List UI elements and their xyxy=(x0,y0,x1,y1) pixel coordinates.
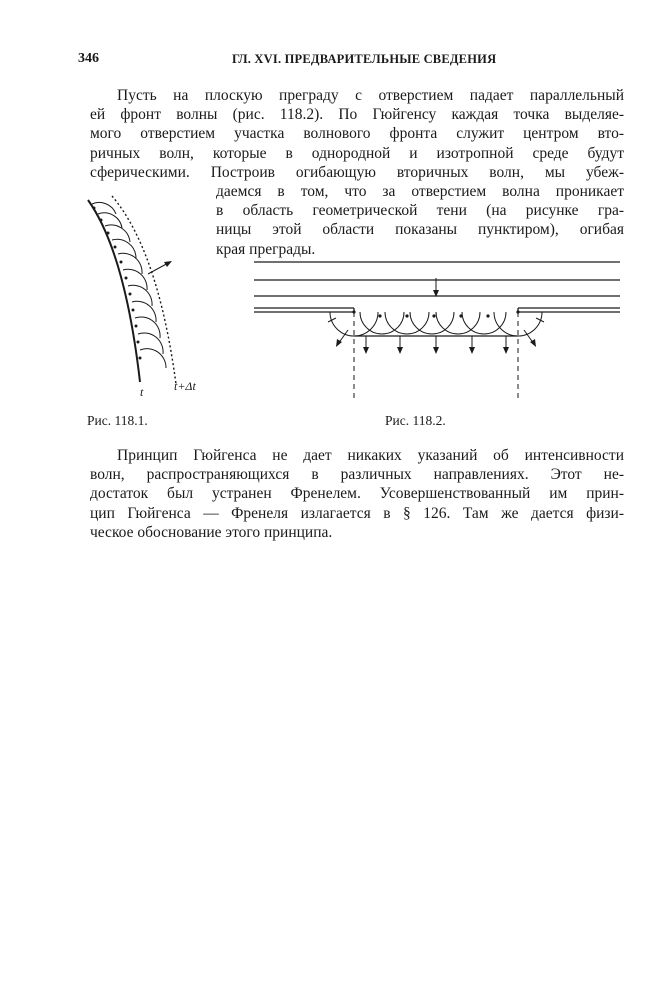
paragraph-2 xyxy=(90,446,624,542)
text-line: ей фронт волны (рис. 118.2). По Гюйгенсу каждая точка выделяе- xyxy=(90,106,624,124)
text-line: даемся в том, что за отверстием волна проникает xyxy=(216,183,624,201)
running-head: ГЛ. XVI. ПРЕДВАРИТЕЛЬНЫЕ СВЕДЕНИЯ xyxy=(232,52,497,66)
arrow-head-icon xyxy=(164,261,172,267)
label-t: t xyxy=(140,385,144,399)
text-line: ницы этой области показаны пунктиром), огибая xyxy=(216,221,624,239)
wavefront-t-dt-curve xyxy=(112,196,176,384)
secondary-wavelets xyxy=(330,312,542,336)
figure-caption-118-2: Рис. 118.2. xyxy=(385,413,446,428)
figure-118-2 xyxy=(250,250,625,410)
shadow-boundaries xyxy=(354,312,518,400)
text-line: Принцип Гюйгенса не дает никаких указаний об интенсивности xyxy=(117,447,624,464)
arrow-head-icon xyxy=(363,347,509,354)
text-line: Пусть на плоскую преграду с отверстием падает параллельный xyxy=(117,87,624,104)
wavefront-curve-diagram xyxy=(70,192,240,402)
text-line: ческое обоснование этого принципа. xyxy=(90,523,333,541)
page-number: 346 xyxy=(78,51,99,66)
text-line: достаток был устранен Френелем. Усовершенствованный им прин- xyxy=(90,485,624,503)
label-t-dt: t+Δt xyxy=(174,379,196,393)
figure-118-1 xyxy=(70,192,240,402)
screen-right xyxy=(518,308,620,312)
aperture-diffraction-diagram xyxy=(250,250,625,410)
text-line: сферическими. Построив огибающую вторичных волн, мы убеж- xyxy=(90,163,624,181)
text-line: в область геометрической тени (на рисунке гра- xyxy=(216,202,624,220)
text-line: края преграды. xyxy=(216,240,316,258)
text-line: ричных волн, которые в однородной и изотропной среде будут xyxy=(90,144,624,162)
text-line: цип Гюйгенса — Френеля излагается в § 126. Там же дается физи- xyxy=(90,504,624,522)
text-line: волн, распространяющихся в различных направлениях. Этот не- xyxy=(90,466,624,484)
figure-caption-118-1: Рис. 118.1. xyxy=(87,413,148,428)
text-line: мого отверстием участка волнового фронта служит центром вто- xyxy=(90,125,624,143)
screen-left xyxy=(254,308,354,312)
